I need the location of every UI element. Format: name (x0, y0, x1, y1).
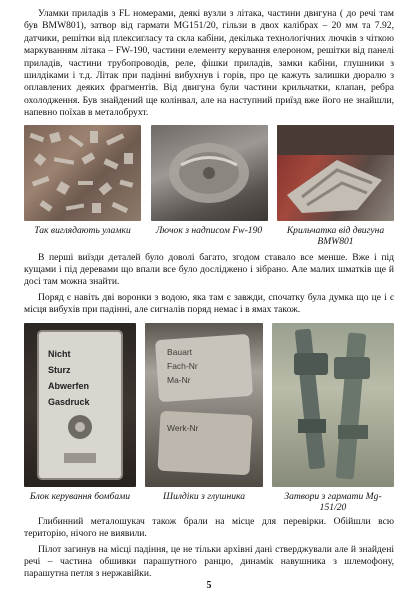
caption-plates: Шилдіки з глушника (162, 490, 246, 502)
caption-impeller: Крильчатка від двигуна BMW801 (286, 224, 385, 248)
stencil-line-4: Gasdruck (48, 396, 90, 407)
paragraph-4: Глибинний металошукач також брали на місце для перевірки. Обійшли всю територію, нічого не виявили. (24, 515, 394, 540)
wreckage-fragments-image (24, 125, 141, 221)
caption-bolts: Затвори з гармати Mg-151/20 (284, 490, 382, 514)
captions-row-1 (24, 225, 394, 248)
captions-row-2 (24, 491, 394, 514)
paragraph-2: В перші виїзди деталей було доволі багато, згодом ставало все менше. Вже і під кущами і під деревами що впали все було досліджено і зібрано. Але малих шматків ще й досі там можна знайти. (24, 251, 394, 288)
stencil-line-1: Nicht (48, 348, 71, 359)
page-number: 5 (206, 580, 212, 591)
stencil-line-2: Sturz (48, 364, 71, 375)
caption-hatch: Лючок з надписом Fw-190 (155, 224, 263, 236)
stencil-line-3: Abwerfen (48, 380, 90, 391)
photo-wreckage-fragments (24, 125, 141, 221)
photo-muffler-plates (145, 323, 263, 487)
paragraph-5: Пілот загинув на місці падіння, це не тільки архівні дані стверджували але й знайдені речі – частина обшивки парашутного ранцю, динамік навушника з шлемофону, парашутна петля з нержавійки. (24, 543, 394, 580)
plate-line-4: Werk-Nr (167, 422, 199, 433)
photo-impeller (277, 125, 394, 221)
paragraph-1: Уламки приладів з FL номерами, деякі вузли з літака, частини двигуна ( до речі там був BMW801), затвор від гармати MG151/20, гільзи в двох калібрах – 20 мм та 7.92, датчики, решітки від плексигласу та скла кабіни, декілька технологічних лючків з чіткою маркуванням літака – FW-190, частини елементу керування елероном, решітки від панелі приладів, частини трубопроводів, реле, фішки приладів, замки кабіни, глушники з шилдіками і т.д. Літак при падінні вибухнув і горів, про це кажуть залишки дюралю з оплавлених деяких фрагментів. Від двигуна були частини крильчатки, клапан, ребра охолодження. Був знайдений ще колінвал, але на наступний приїзд вже його не знайшли, напевно поїхав в металобрухт. (24, 8, 394, 119)
access-hatch-image (151, 125, 268, 221)
muffler-plates-image (145, 323, 263, 487)
photo-row-2 (24, 323, 394, 487)
caption-bomb-control: Блок керування бомбами (29, 490, 131, 502)
cannon-bolts-image (272, 323, 394, 487)
photo-access-hatch (151, 125, 268, 221)
paragraph-3: Поряд є навіть дві воронки з водою, яка там є завжди, спочатку була думка що це і є місця вибухів при падінні, але сигналів поряд немає і в ямах також. (24, 291, 394, 316)
plate-line-1: Bauart (167, 346, 193, 357)
impeller-image (277, 125, 394, 221)
bomb-control-unit-image (24, 323, 136, 487)
photo-row-1 (24, 125, 394, 221)
plate-line-2: Fach-Nr (167, 360, 198, 371)
caption-wreckage: Так виглядають уламки (34, 224, 131, 236)
photo-cannon-bolts (272, 323, 394, 487)
photo-bomb-control-unit (24, 323, 136, 487)
plate-line-3: Ma-Nr (167, 374, 191, 385)
